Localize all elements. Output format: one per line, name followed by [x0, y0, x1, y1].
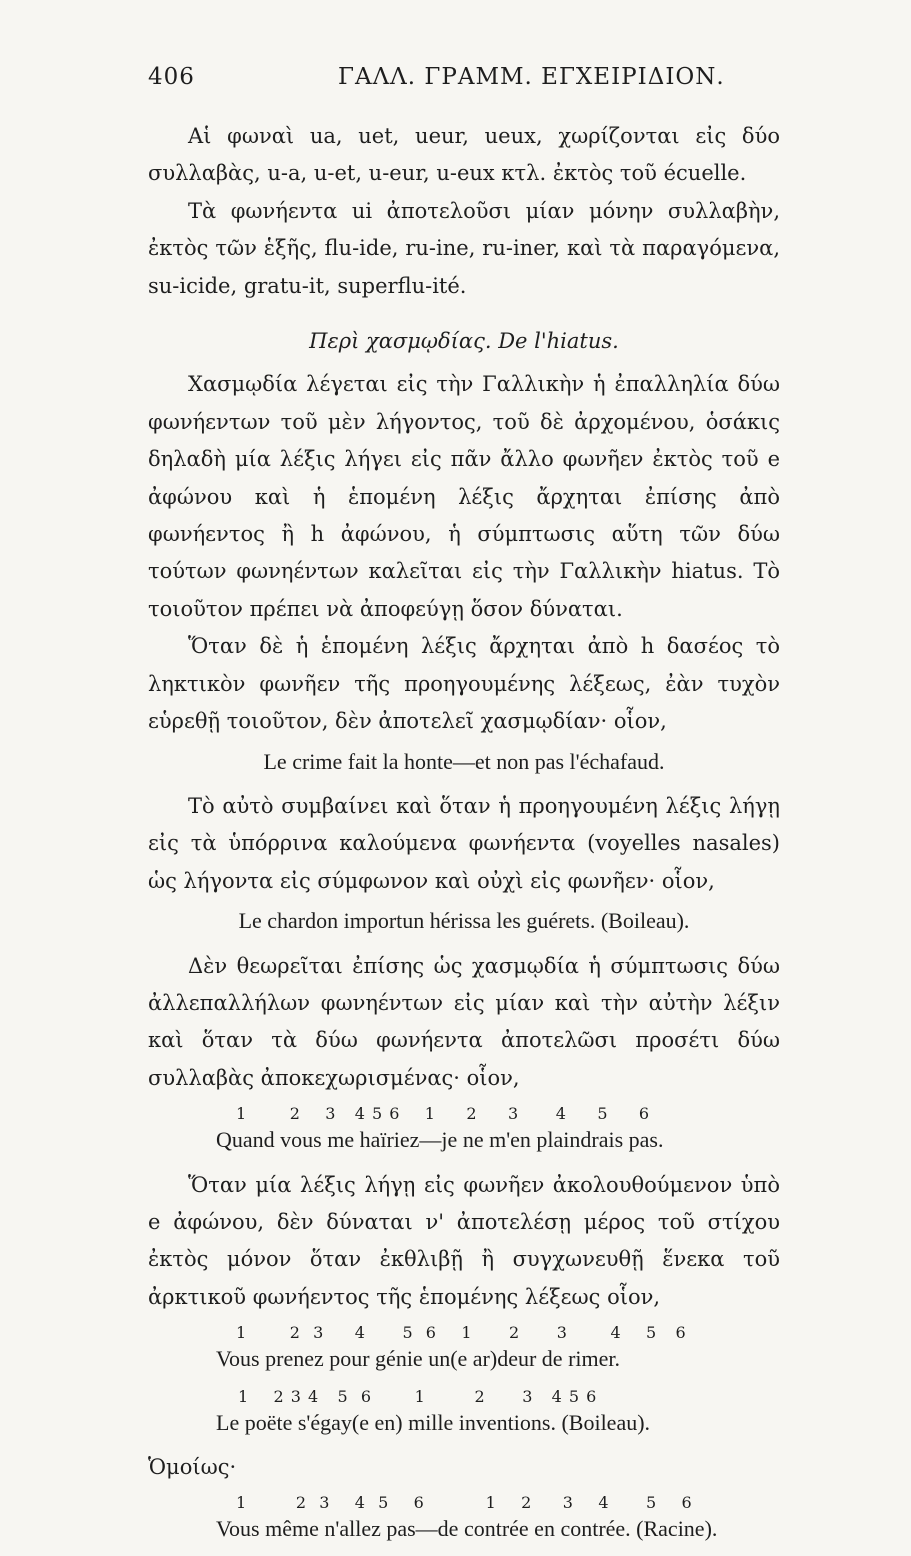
example-verse-racine: Vous même n'allez pas—de contrée en contrée. (Racine). — [216, 1516, 718, 1542]
paragraph-nasal-vowels: Τὸ αὐτὸ συμβαίνει καὶ ὅταν ἡ προηγουμένη λέξις λήγῃ εἰς τὰ ὑπόρρινα καλούμενα φωνήεντα (voyelles nasales) ὡς λήγοντα εἰς σύμφωνον καὶ οὐχὶ εἰς φωνῆεν· οἷον, — [148, 793, 780, 893]
paragraph-ui: Τὰ φωνήεντα ui ἀποτελοῦσι μίαν μόνην συλλαβὴν, ἐκτὸς τῶν ἑξῆς, flu-ide, ru-ine, ru-iner, καὶ τὰ παραγόμενα, su-icide, gratu-it, superflu-ité. — [148, 198, 780, 298]
syllable-numbers-4: 1 2 3 4 5 6 1 2 3 4 5 6 — [236, 1493, 693, 1513]
example-verse-poete: Le poëte s'égay(e en) mille inventions. (Boileau). — [216, 1409, 651, 1435]
running-head: ΓΑΛΛ. ΓΡΑΜΜ. ΕΓΧΕΙΡΙΔΙΟΝ. — [338, 64, 725, 90]
example-verse-quand: Quand vous me haïriez—je ne m'en plaindrais pas. — [216, 1127, 664, 1153]
example-verse-crime: Le crime fait la honte—et non pas l'échafaud. — [263, 748, 665, 774]
syllable-numbers-1: 1 2 3 4 5 6 1 2 3 4 5 6 — [236, 1104, 651, 1124]
paragraph-hiatus-definition: Χασμῳδία λέγεται εἰς τὴν Γαλλικὴν ἡ ἐπαλληλία δύω φωνήεντων τοῦ μὲν λήγοντος, τοῦ δὲ ἀρχομένου, ὁσάκις δηλαδὴ μία λέξις λήγει εἰς πᾶν ἄλλο φωνῆεν ἐκτὸς τοῦ e ἀφώνου καὶ ἡ ἑπομένη λέξις ἄρχηται ἐπίσης ἀπὸ φωνήεντος ἢ h ἀφώνου, ἡ σύμπτωσις αὕτη τῶν δύω τούτων φωνηέντων καλεῖται εἰς τὴν Γαλλικὴν hiatus. Τὸ τοιοῦτον πρέπει νὰ ἀποφεύγῃ ὅσον δύναται. — [148, 372, 780, 621]
paragraph-same-word: Δὲν θεωρεῖται ἐπίσης ὡς χασμῳδία ἡ σύμπτωσις δύω ἀλλεπαλλήλων φωνηέντων εἰς μίαν καὶ τὴν αὐτὴν λέξιν καὶ ὅταν τὰ δύω φωνήεντα ἀποτελῶσι προσέτι δύω συλλαβὰς ἀποκεχωρισμένας· οἷον, — [148, 953, 780, 1090]
paragraph-aspirate-h: Ὅταν δὲ ἡ ἑπομένη λέξις ἄρχηται ἀπὸ h δασέος τὸ ληκτικὸν φωνῆεν τῆς προηγουμένης λέξεως, ἐὰν τυχὸν εὑρεθῇ τοιοῦτον, δὲν ἀποτελεῖ χασμῳδίαν· οἷον, — [148, 634, 780, 734]
paragraph-mute-e: Ὅταν μία λέξις λήγῃ εἰς φωνῆεν ἀκολουθούμενον ὑπὸ e ἀφώνου, δὲν δύναται ν' ἀποτελέσῃ μέρος τοῦ στίχου ἐκτὸς μόνον ὅταν ἐκθλιβῇ ἢ συγχωνευθῇ ἕνεκα τοῦ ἀρκτικοῦ φωνήεντος τῆς ἑπομένης λέξεως οἷον, — [148, 1172, 780, 1309]
page-body — [148, 118, 780, 1556]
section-title-hiatus: Περὶ χασμῳδίας. De l'hiatus. — [309, 329, 619, 354]
page-header — [148, 64, 788, 100]
paragraph-ua-uet: Αἱ φωναὶ ua, uet, ueur, ueux, χωρίζονται εἰς δύο συλλαβὰς, u-a, u-et, u-eur, u-eux κτλ. ἐκτὸς τοῦ écuelle. — [148, 124, 780, 186]
syllable-numbers-2: 1 2 3 4 5 6 1 2 3 4 5 6 — [236, 1323, 687, 1343]
syllable-numbers-3: 1 2 3 4 5 6 1 2 3 4 5 6 — [238, 1386, 598, 1406]
example-verse-chardon: Le chardon importun hérissa les guérets. (Boileau). — [238, 908, 690, 934]
page-number: 406 — [148, 64, 195, 90]
example-verse-prenez: Vous prenez pour génie un(e ar)deur de rimer. — [216, 1346, 620, 1372]
paragraph-likewise: Ὁμοίως· — [148, 1455, 237, 1479]
